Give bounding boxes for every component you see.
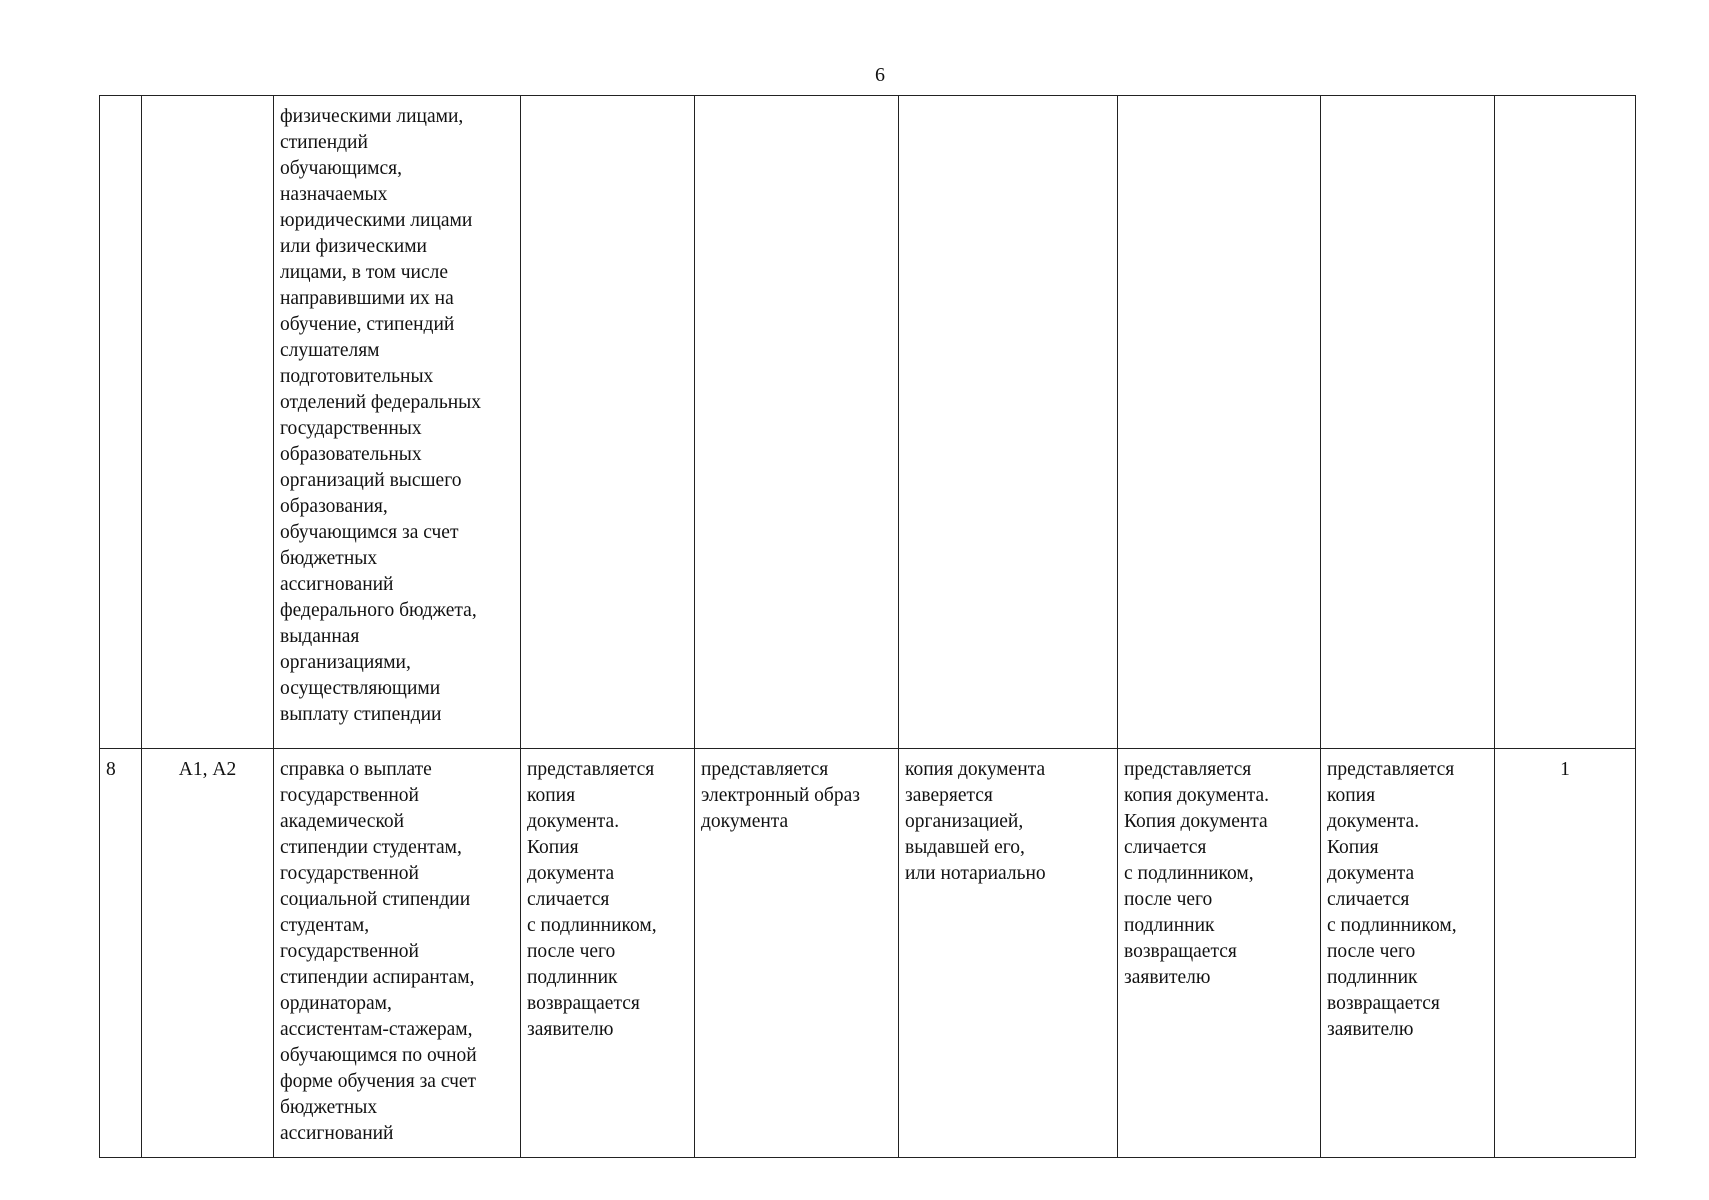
- applicant-codes-cell: [142, 96, 274, 749]
- applicant-codes-cell: А1, А2: [142, 749, 274, 1158]
- requirement-cell-2: [695, 96, 899, 749]
- requirement-cell-3: [899, 96, 1118, 749]
- page-number: 6: [875, 64, 885, 86]
- requirement-cell-4: представляется копия документа. Копия документа сличается с подлинником, после чего подлинник возвращается заявителю: [1118, 749, 1321, 1158]
- table-row: [100, 749, 1636, 1158]
- quantity-cell: 1: [1495, 749, 1636, 1158]
- quantity-cell: [1495, 96, 1636, 749]
- requirement-cell-2: представляется электронный образ документа: [695, 749, 899, 1158]
- requirement-cell-5: представляется копия документа. Копия документа сличается с подлинником, после чего подлинник возвращается заявителю: [1321, 749, 1495, 1158]
- requirement-cell-1: представляется копия документа. Копия документа сличается с подлинником, после чего подлинник возвращается заявителю: [521, 749, 695, 1158]
- requirement-cell-1: [521, 96, 695, 749]
- document-name-cell: справка о выплате государственной академической стипендии студентам, государственной социальной стипендии студентам, государственной стипендии аспирантам, ординаторам, ассистентам-стажерам, обучающимся по очной форме обучения за счет бюджетных ассигнований: [274, 749, 521, 1158]
- requirement-cell-4: [1118, 96, 1321, 749]
- document-name-cell: физическими лицами, стипендий обучающимся, назначаемых юридическими лицами или физическими лицами, в том числе направившими их на обучение, стипендий слушателям подготовительных отделений федеральных государственных образовательных организаций высшего образования, обучающимся за счет бюджетных ассигнований федерального бюджета, выданная организациями, осуществляющими выплату стипендии: [274, 96, 521, 749]
- documents-table: [99, 95, 1636, 1158]
- row-number-cell: 8: [100, 749, 142, 1158]
- requirement-cell-3: копия документа заверяется организацией, выдавшей его, или нотариально: [899, 749, 1118, 1158]
- requirement-cell-5: [1321, 96, 1495, 749]
- row-number-cell: [100, 96, 142, 749]
- table-row: [100, 96, 1636, 749]
